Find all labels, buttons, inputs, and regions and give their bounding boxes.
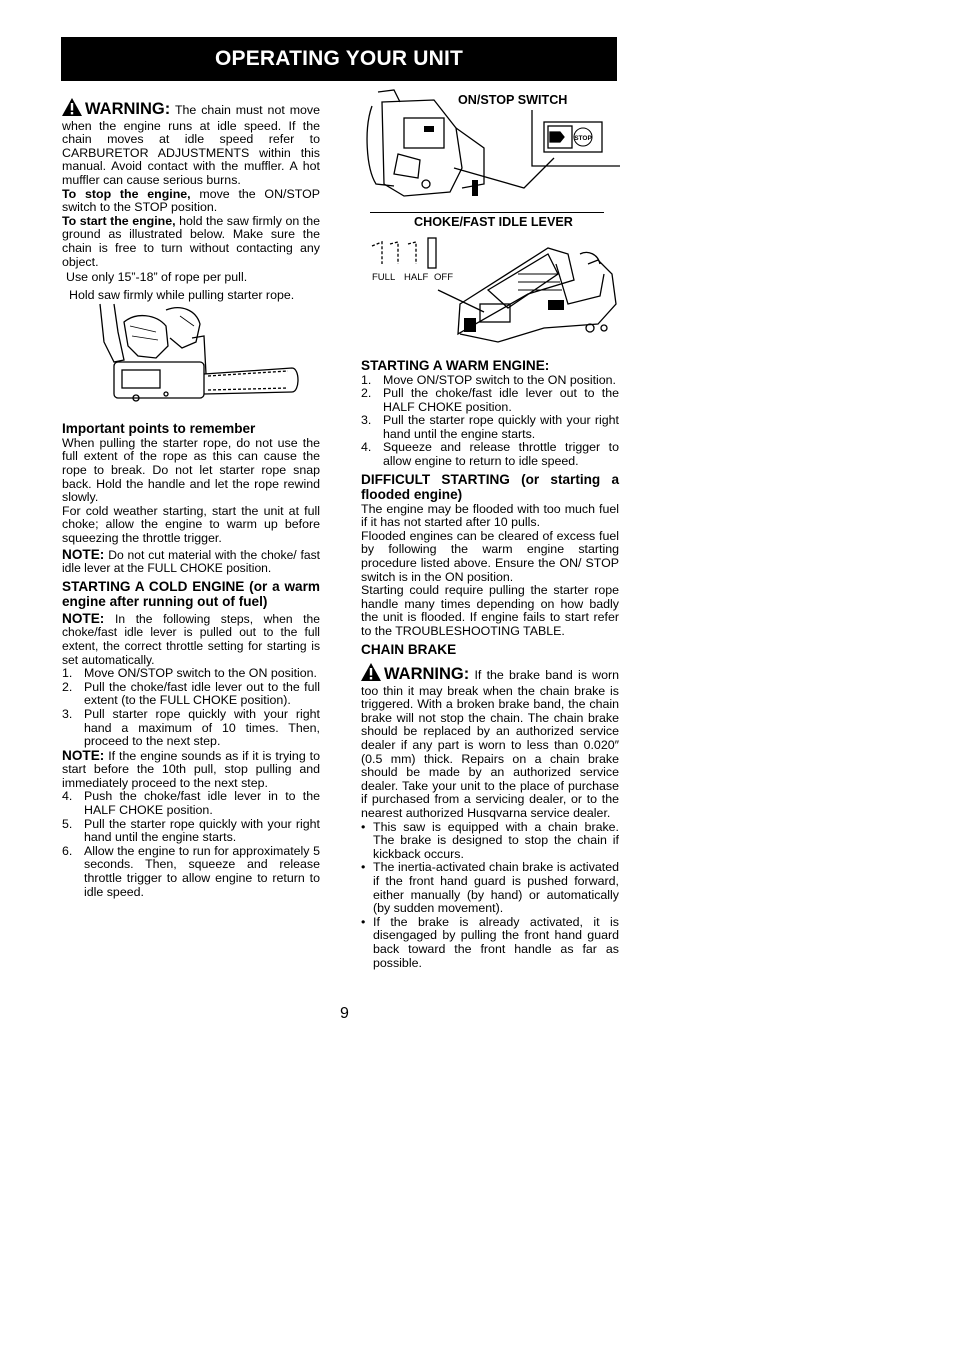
hold-saw-text: Hold saw firmly while pulling starter rope. (69, 287, 295, 302)
cold-steps-list-b (62, 790, 320, 899)
important-paragraph-1: When pulling the starter rope, do not use the full extent of the rope as this can cause the rope to break. Do not let starter rope snap back. Hold the handle and let the rope rewind slowly. (62, 435, 320, 505)
note-2-text: In the following steps, when the choke/fast idle lever is pulled out to the full extent, the correct throttle setting for starting is set automatically. (62, 611, 320, 667)
list-item: 5. Pull the starter rope quickly with your right hand until the engine starts. (62, 816, 320, 845)
warning-triangle-icon (361, 663, 381, 685)
page-header (61, 37, 617, 81)
page-number: 9 (340, 1005, 349, 1022)
list-item: 4. Squeeze and release throttle trigger to allow engine to return to idle speed. (361, 440, 619, 469)
brake-warning-paragraph (361, 663, 619, 821)
important-heading: Important points to remember (62, 421, 256, 437)
list-item: 2. Pull the choke/fast idle lever out to the full extent (to the FULL CHOKE position). (62, 679, 320, 708)
list-item: • The inertia-activated chain brake is activated if the front hand guard is pushed forward, either manually (by hand) or automatically (by sudden movement). (361, 860, 619, 916)
stop-engine-text: move the ON/STOP switch to the STOP position. (62, 186, 320, 215)
note-label: NOTE: (62, 546, 105, 562)
stop-engine-paragraph (62, 188, 320, 215)
list-item: 1. Move ON/STOP switch to the ON position. (361, 372, 616, 387)
important-paragraph-2: For cold weather starting, start the unit at full choke; allow the engine to warm up before squeezing the throttle trigger. (62, 503, 320, 545)
right-column (361, 358, 619, 970)
warm-steps-list (361, 374, 619, 469)
chain-brake-heading: CHAIN BRAKE (361, 641, 457, 657)
difficult-starting-heading: DIFFICULT STARTING (or starting a flooded engine) (361, 471, 619, 503)
brake-bullets (361, 821, 619, 971)
warning-label: WARNING: (384, 665, 470, 684)
note-1 (62, 548, 320, 576)
choke-position-full: FULL (372, 272, 396, 283)
note-3 (62, 749, 320, 791)
difficult-paragraph-2: Flooded engines can be cleared of excess fuel by following the warm engine starting procedure listed above. Ensure the ON/ STOP switch is in the ON position. (361, 528, 619, 584)
list-item: • This saw is equipped with a chain brake. The brake is designed to stop the chain if kickback occurs. (361, 819, 619, 861)
list-item: 2. Pull the choke/fast idle lever out to the HALF CHOKE position. (361, 386, 619, 414)
warning-triangle-icon (62, 98, 82, 120)
saw-starting-illustration (96, 302, 302, 408)
rope-use-text: Use only 15”-18” of rope per pull. (66, 270, 248, 285)
note-label: NOTE: (62, 610, 105, 626)
list-item: 3. Pull the starter rope quickly with your right hand until the engine starts. (361, 413, 619, 441)
left-column (62, 98, 320, 899)
difficult-paragraph-3: Starting could require pulling the starter rope handle many times depending on how badly the unit is flooded. If engine fails to start refer to the TROUBLESHOOTING TABLE. (361, 583, 619, 638)
warning-text: The chain must not move when the engine runs at idle speed. If the chain moves at idle speed refer to CARBURETOR ADJUSTMENTS within this manual. Avoid contact with the muffler. A hot muffler can cause serious burns. (62, 103, 320, 187)
start-engine-paragraph (62, 215, 320, 269)
stop-engine-label: To stop the engine, (62, 186, 191, 201)
start-engine-label: To start the engine, (62, 213, 176, 228)
cold-engine-heading: STARTING A COLD ENGINE (or a warm engine after running out of fuel) (62, 578, 320, 610)
note-3-text: If the engine sounds as if it is trying to start before the 10th pull, stop pulling and immediately proceed to the next step. (62, 748, 320, 790)
list-item: 4. Push the choke/fast idle lever in to the HALF CHOKE position. (62, 789, 320, 818)
list-item: 1. Move ON/STOP switch to the ON position. (62, 666, 317, 681)
difficult-paragraph-1: The engine may be flooded with too much fuel if it has not started after 10 pulls. (361, 501, 619, 530)
choke-position-off: OFF (434, 272, 453, 283)
note-2 (62, 612, 320, 667)
note-1-text: Do not cut material with the choke/ fast idle lever at the FULL CHOKE position. (62, 547, 320, 576)
on-stop-switch-label: ON/STOP SWITCH (458, 93, 568, 107)
choke-lever-label: CHOKE/FAST IDLE LEVER (414, 215, 573, 229)
start-engine-text: hold the saw firmly on the ground as illustrated below. Make sure the chain is free to turn without contacting any object. (62, 213, 320, 269)
page-title: OPERATING YOUR UNIT (214, 47, 464, 70)
stop-marking: STOP (574, 135, 592, 142)
warning-paragraph (62, 98, 320, 188)
figure-divider (370, 212, 604, 213)
warning-label: WARNING: (85, 100, 171, 118)
list-item: 6. Allow the engine to run for approximately 5 seconds. Then, squeeze and release throttle trigger to allow engine to return to idle speed. (62, 843, 320, 899)
brake-warning-text: If the brake band is worn too thin it may break when the chain brake is triggered. With a broken brake band, the chain brake will not stop the chain. The chain brake should be replaced by an authorized service dealer if any part is worn to less than 0.020″ (0.5 mm) thick. Repairs on a chain brake should be made by an authorized service dealer. Take your unit to the place of purchase if purchased from a servicing dealer, or to the nearest authorized Husqvarna service dealer. (361, 668, 619, 821)
choke-position-half: HALF (404, 272, 429, 283)
choke-lever-illustration (368, 234, 620, 354)
cold-steps-list-a (62, 667, 320, 749)
list-item: 3. Pull starter rope quickly with your right hand a maximum of 10 times. Then, proceed to the next step. (62, 706, 320, 749)
list-item: • If the brake is already activated, it is disengaged by pulling the front hand guard back toward the front handle as far as possible. (361, 914, 619, 970)
note-label: NOTE: (62, 747, 105, 763)
warm-engine-heading: STARTING A WARM ENGINE: (361, 358, 550, 373)
